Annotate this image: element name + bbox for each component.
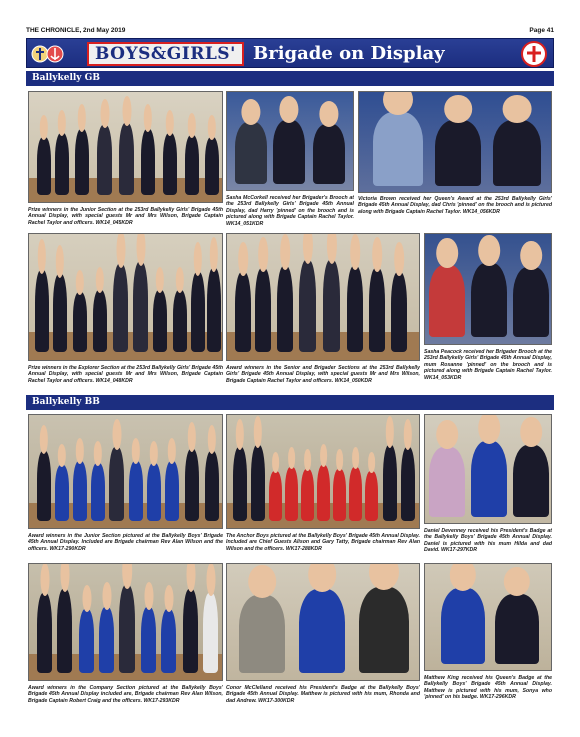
section-title-bb: Ballykelly BB <box>32 397 100 407</box>
running-head <box>26 27 554 37</box>
photo-matthew-king <box>424 563 552 671</box>
photo-sasha-mccorkell <box>226 91 354 191</box>
photo-conor-mcclelland <box>226 563 420 681</box>
brigade-logo-icon <box>31 41 65 67</box>
brigade-crest-icon <box>521 41 547 67</box>
publication-date: THE CHRONICLE, 2nd May 2019 <box>26 27 126 34</box>
caption-victoria-brown: Victoria Brown received her Queen's Award at the 253rd Ballykelly Girls' Brigade 45th Annual Display, dad Chris 'pinned' on the brooch and is pictured along with Brigade Captain Rachel Taylor. WK14_056KDR <box>358 196 552 215</box>
section-title-gb: Ballykelly GB <box>32 73 100 83</box>
caption-sasha-mccorkell: Sasha McCorkell received her Brigader's Brooch at the 253rd Ballykelly Girls' Brigade 45th Annual Display, dad Harry 'pinned' on the brooch and is pictured along with Brigade Captain Rachel Taylor. WK14_051KDR <box>226 195 354 227</box>
caption-gb-explorer: Prize winners in the Explorer Section at the 253rd Ballykelly Girls' Brigade 45th Annual Display, with special guests Mr and Mrs Wilson, Brigade Captain Rachel Taylor and officers. WK14_048KDR <box>28 365 223 384</box>
page-number: Page 41 <box>529 27 554 34</box>
page-banner <box>26 38 554 68</box>
boys-girls-title: BOYS&GIRLS' <box>87 42 244 66</box>
photo-bb-junior-section <box>28 414 223 529</box>
photo-bb-company-section <box>28 563 223 681</box>
caption-bb-junior: Award winners in the Junior Section pictured at the Ballykelly Boys' Brigade 45th Annual Display. Included are Brigade chairman Rev Alan Wilson and the officers. WK17-290KDR <box>28 533 223 552</box>
photo-sasha-peacock <box>424 233 552 345</box>
photo-gb-senior-brigader <box>226 233 420 361</box>
caption-matthew-king: Matthew King received his Queen's Badge at the Ballykelly Boys' Brigade 45th Annual Display. Matthew is pictured with his mum, Sonya who 'pinned' on his badge. WK17-296KDR <box>424 675 552 701</box>
caption-bb-company: Award winners in the Company Section pictured at the Ballykelly Boys' Brigade 45th Annual Display included are, Brigade chairman Rev Alan Wilson, Brigade Captain Robert Craig and the officers. WK17-293KDR <box>28 685 223 704</box>
photo-gb-junior-section <box>28 91 223 203</box>
caption-gb-junior: Prize winners in the Junior Section at the 253rd Ballykelly Girls' Brigade 45th Annual Display, with special guests Mr and Mrs Wilson, Brigade Captain Rachel Taylor and officers. WK14_045KDR <box>28 207 223 226</box>
photo-victoria-brown <box>358 91 552 193</box>
caption-daniel-devenney: Daniel Devenney received his President's Badge at the Ballykelly Boys' Brigade 45th Annual Display. Daniel is pictured with his mum Hilda and dad David. WK17-297KDR <box>424 528 552 554</box>
section-bar-girls-brigade <box>26 71 554 86</box>
section-bar-boys-brigade <box>26 395 554 410</box>
photo-gb-explorer-section <box>28 233 223 361</box>
caption-bb-anchor-boys: The Anchor Boys pictured at the Ballykelly Boys' Brigade 45th Annual Display. Included are Chief Guests Alison and Gary Tatty, Brigade chairman Rev Alan Wilson and the officers. WK17-288KDR <box>226 533 420 552</box>
photo-bb-anchor-boys <box>226 414 420 529</box>
caption-gb-senior: Award winners in the Senior and Brigader Sections at the 253rd Ballykelly Girls' Brigade 45th Annual Display, with special guests Mr and Mrs Wilson, Brigade Captain Rachel Taylor and officers. WK14_050KDR <box>226 365 420 384</box>
caption-sasha-peacock: Sasha Peacock received her Brigader Brooch at the 253rd Ballykelly Girls' Brigade 45th Annual Display, mum Roxanne 'pinned' on the brooch and is pictured along with Brigade Captain Rachel Taylor. WK14_053KDR <box>424 349 552 381</box>
page-headline: Brigade on Display <box>253 43 445 64</box>
photo-daniel-devenney <box>424 414 552 524</box>
caption-conor-mcclelland: Conor McClelland received his President's Badge at the Ballykelly Boys' Brigade 45th Annual Display. Matthew is pictured with his mum, Rhonda and dad Andrew. WK17-300KDR <box>226 685 420 704</box>
